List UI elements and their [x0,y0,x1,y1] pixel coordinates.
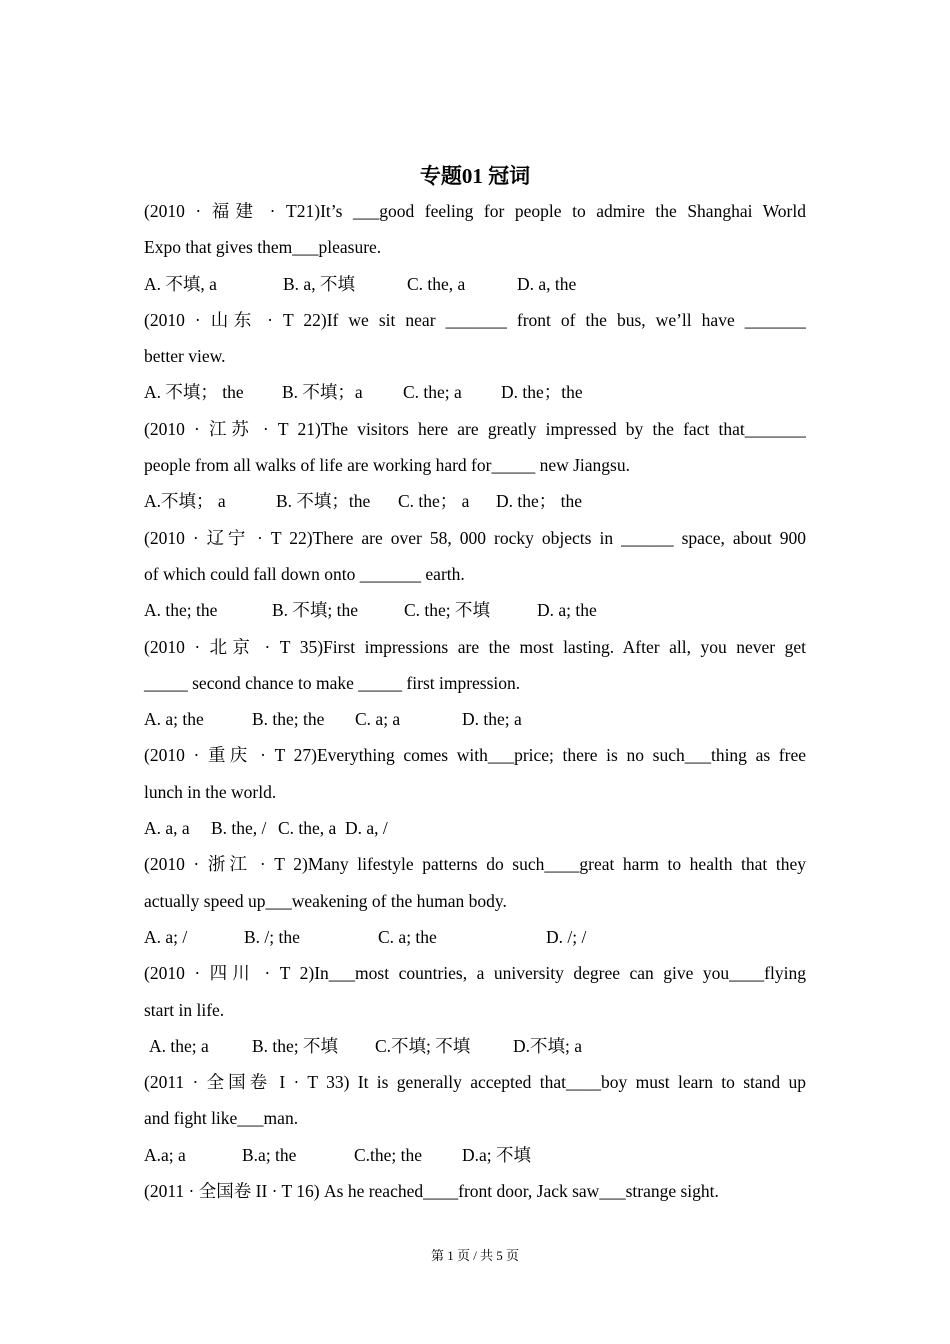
option-a: A.不填； a [144,491,226,512]
question-5-line-2: _____ second chance to make _____ first impression. [144,672,521,693]
option-d: D. the；the [501,382,583,403]
option-c: C. the; 不填 [404,600,491,621]
question-2-line-2: better view. [144,346,226,367]
question-7-line-1: (2010 · 浙江 · T 2)Many lifestyle patterns do such____great harm to health that they [144,854,806,875]
question-10-line-1: (2011 · 全国卷 II · T 16) As he reached____front door, Jack saw___strange sight. [144,1181,719,1202]
option-b: B. the; the [252,709,325,730]
option-d: D. a, / [345,818,388,839]
question-4-line-1: (2010 · 辽宁 · T 22)There are over 58, 000 rocky objects in ______ space, about 900 [144,527,806,548]
page-footer: 第 1 页 / 共 5 页 [430,1248,520,1263]
question-8-line-1: (2010 · 四川 · T 2)In___most countries, a university degree can give you____flying [144,963,806,984]
page-title: 专题01 冠词 [419,164,531,188]
option-a: A. 不填； the [144,382,244,403]
question-1-line-2: Expo that gives them___pleasure. [144,237,382,258]
option-c: C. the, a [278,818,337,839]
question-7-options [144,919,806,955]
option-c: C. the; a [403,382,462,403]
question-3-options [144,483,806,519]
question-3-line-1: (2010 · 江苏 · T 21)The visitors here are greatly impressed by the fact that_______ [144,418,806,439]
question-5-line-1: (2010 · 北京 · T 35)First impressions are the most lasting. After all, you never get [144,636,806,657]
question-1-options [144,266,806,302]
question-2-line-1: (2010 · 山东 · T 22)If we sit near _______ front of the bus, we’ll have _______ [144,309,806,330]
option-b: B. 不填；the [276,491,371,512]
question-4-line-2: of which could fall down onto _______ earth. [144,563,465,584]
question-8-line-2: start in life. [144,999,225,1020]
option-a: A. the; the [144,600,218,621]
option-c: C. the； a [398,491,470,512]
option-d: D.a; 不填 [462,1144,532,1165]
option-d: D. a; the [537,600,597,621]
option-a: A.a; a [144,1144,186,1165]
option-d: D. a, the [517,273,577,294]
option-c: C.不填; 不填 [375,1035,471,1056]
option-b: B. the, / [211,818,267,839]
question-5-options [144,701,806,737]
option-c: C. the, a [407,273,466,294]
option-b: B. /; the [244,926,300,947]
question-2-options [144,374,806,410]
question-9-line-2: and fight like___man. [144,1108,299,1129]
question-6-line-2: lunch in the world. [144,781,277,802]
question-6-options [144,810,806,846]
option-b: B.a; the [242,1144,297,1165]
option-b: B. 不填; the [272,600,359,621]
option-a: A. a, a [144,818,190,839]
option-a: A. a; / [144,926,188,947]
question-4-options [144,592,806,628]
question-7-line-2: actually speed up___weakening of the human body. [144,890,507,911]
option-b: B. a, 不填 [283,273,355,294]
option-c: C.the; the [354,1144,423,1165]
option-b: B. the; 不填 [252,1035,339,1056]
option-c: C. a; the [378,926,437,947]
option-d: D. /; / [546,926,587,947]
option-d: D. the; a [462,709,522,730]
option-d: D.不填; a [513,1035,583,1056]
question-8-options [144,1028,806,1064]
question-9-line-1: (2011 · 全国卷 I · T 33) It is generally accepted that____boy must learn to stand up [144,1072,806,1093]
question-list [144,193,806,1209]
question-9-options [144,1137,806,1173]
question-3-line-2: people from all walks of life are working hard for_____ new Jiangsu. [144,455,630,476]
option-a: A. 不填, a [144,273,217,294]
question-6-line-1: (2010 · 重庆 · T 27)Everything comes with___price; there is no such___thing as free [144,745,806,766]
option-a: A. the; a [149,1035,209,1056]
option-c: C. a; a [355,709,401,730]
option-b: B. 不填；a [282,382,363,403]
option-d: D. the； the [496,491,583,512]
question-1-line-1: (2010 · 福建 · T21)It’s ___good feeling for people to admire the Shanghai World [144,201,806,221]
option-a: A. a; the [144,709,204,730]
